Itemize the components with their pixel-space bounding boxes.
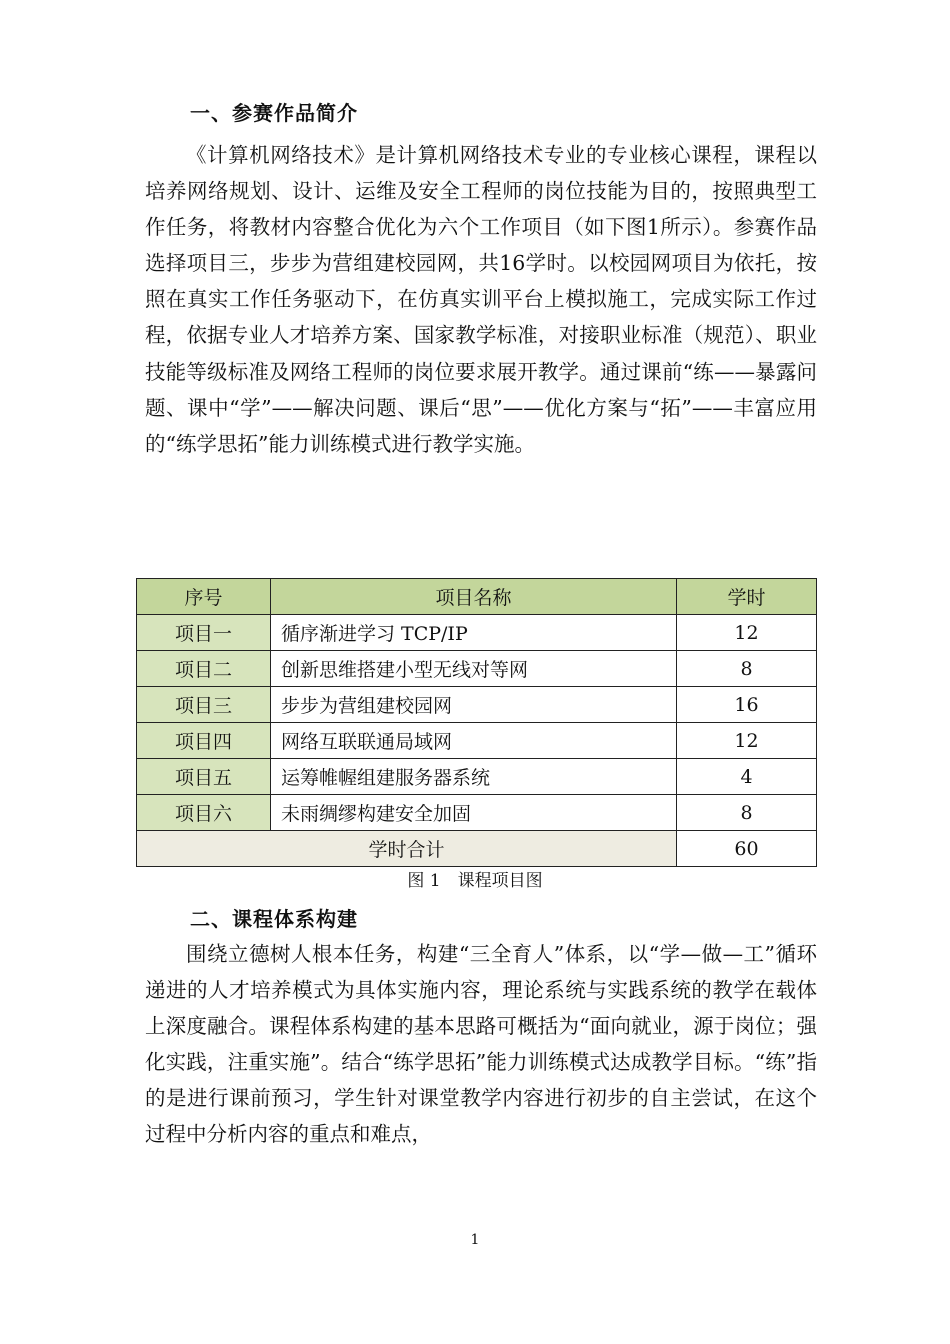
row-hours: 12: [677, 723, 817, 759]
table-row: [137, 615, 817, 651]
course-project-table: [136, 578, 817, 867]
table-row: [137, 651, 817, 687]
header-name: 项目名称: [271, 579, 677, 615]
table-total-row: [137, 831, 817, 867]
total-value: 60: [677, 831, 817, 867]
table-row: [137, 723, 817, 759]
section2-paragraph: 围绕立德树人根本任务，构建“三全育人”体系，以“学—做—工”循环递进的人才培养模式为具体实施内容，理论系统与实践系统的教学在载体上深度融合。课程体系构建的基本思路可概括为“面向就业，源于岗位；强化实践，注重实施”。结合“练学思拓”能力训练模式达成教学目标。“练”指的是进行课前预习，学生针对课堂教学内容进行初步的自主尝试，在这个过程中分析内容的重点和难点，: [145, 942, 817, 1147]
page-number: 1: [470, 1232, 480, 1248]
header-index: 序号: [137, 579, 271, 615]
row-hours: 8: [677, 651, 817, 687]
table-row: [137, 795, 817, 831]
section1-paragraph: 《计算机网络技术》是计算机网络技术专业的专业核心课程，课程以培养网络规划、设计、运维及安全工程师的岗位技能为目的，按照典型工作任务，将教材内容整合优化为六个工作项目（如下图1所示）。参赛作品选择项目三，步步为营组建校园网，共16学时。以校园网项目为依托，按照在真实工作任务驱动下，在仿真实训平台上模拟施工，完成实际工作过程，依据专业人才培养方案、国家教学标准，对接职业标准（规范）、职业技能等级标准及网络工程师的岗位要求展开教学。通过课前“练——暴露问题、课中“学”——解决问题、课后“思”——优化方案与“拓”——丰富应用的“练学思拓”能力训练模式进行教学实施。: [145, 143, 817, 456]
row-hours: 12: [677, 615, 817, 651]
row-name: 创新思维搭建小型无线对等网: [271, 651, 677, 687]
row-index: 项目三: [137, 687, 271, 723]
header-hours: 学时: [677, 579, 817, 615]
total-label: 学时合计: [137, 831, 677, 867]
table-caption: 图 1 课程项目图: [407, 871, 543, 891]
row-name: 运筹帷幄组建服务器系统: [271, 759, 677, 795]
section2-heading: 二、课程体系构建: [190, 907, 358, 931]
table-header-row: [137, 579, 817, 615]
row-name: 循序渐进学习 TCP/IP: [271, 615, 677, 651]
row-index: 项目六: [137, 795, 271, 831]
row-index: 项目一: [137, 615, 271, 651]
row-index: 项目四: [137, 723, 271, 759]
row-hours: 8: [677, 795, 817, 831]
row-name: 未雨绸缪构建安全加固: [271, 795, 677, 831]
row-index: 项目五: [137, 759, 271, 795]
row-index: 项目二: [137, 651, 271, 687]
row-hours: 4: [677, 759, 817, 795]
table-row: [137, 687, 817, 723]
row-name: 步步为营组建校园网: [271, 687, 677, 723]
row-hours: 16: [677, 687, 817, 723]
row-name: 网络互联联通局域网: [271, 723, 677, 759]
section1-heading: 一、参赛作品简介: [190, 101, 358, 125]
table-row: [137, 759, 817, 795]
